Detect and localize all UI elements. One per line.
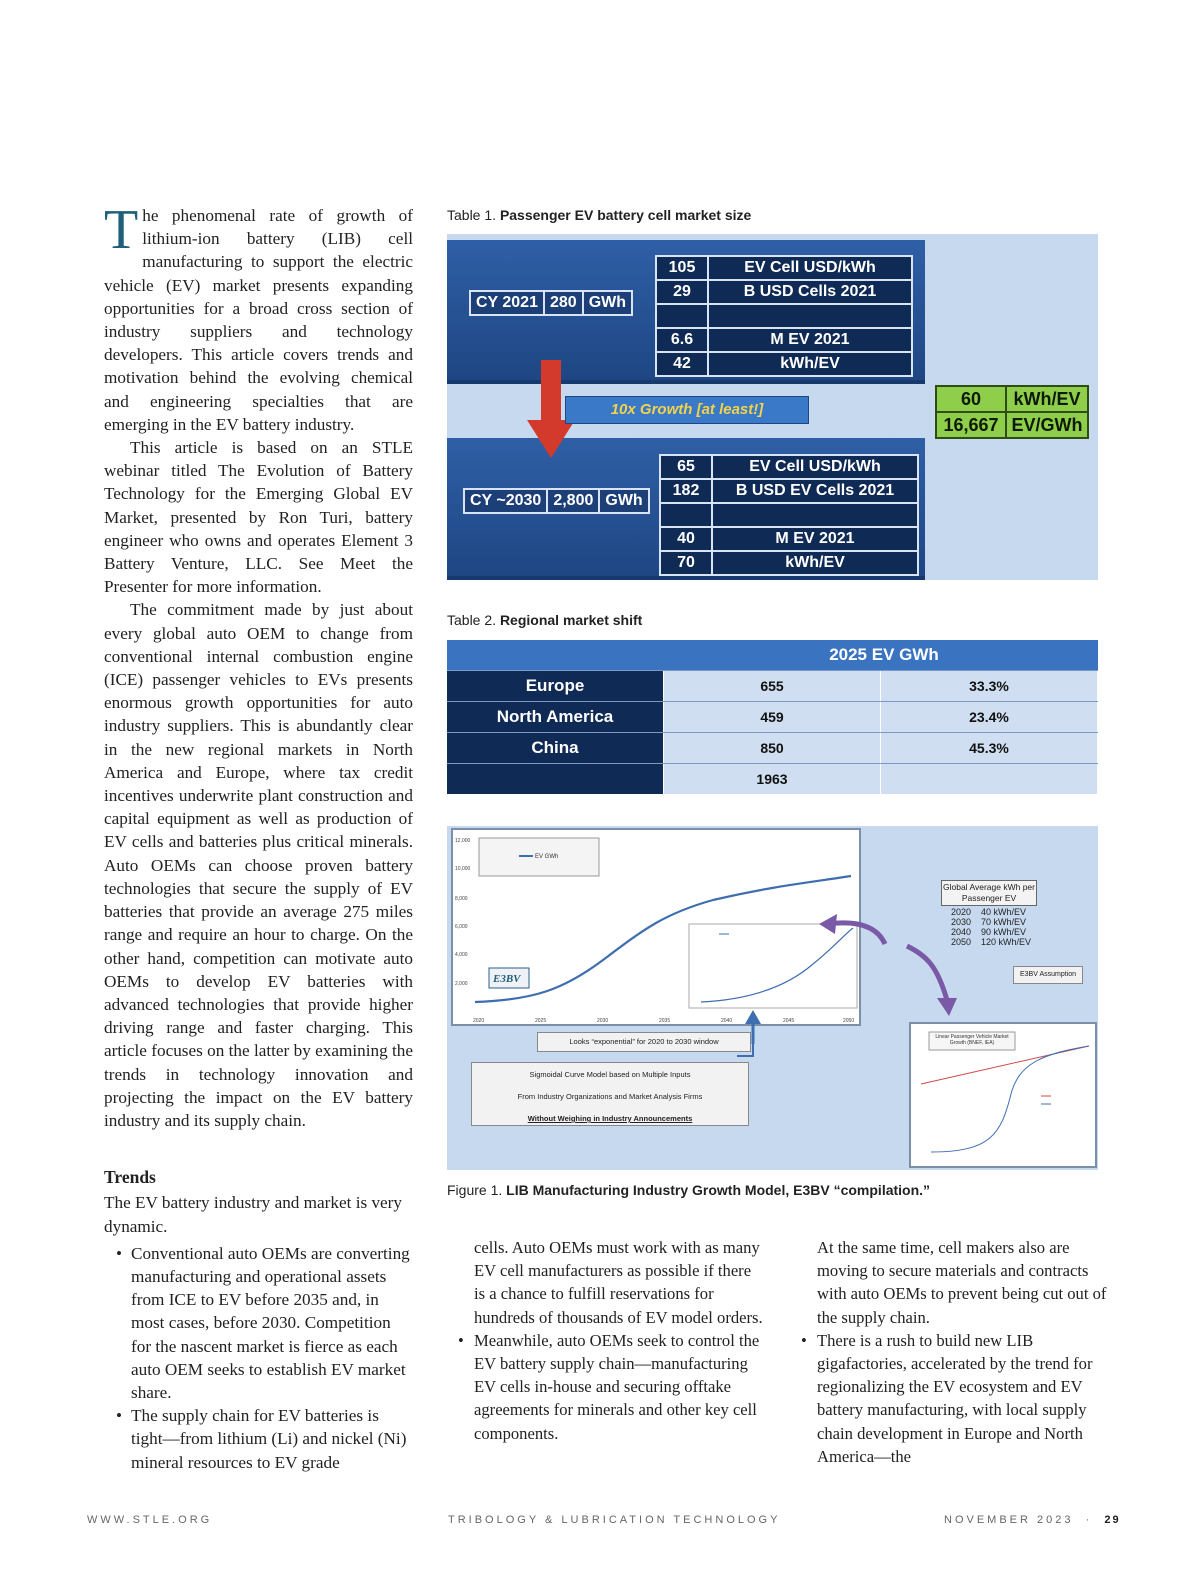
exponential-note: Looks “exponential” for 2020 to 2030 window — [537, 1032, 751, 1052]
drop-cap: T — [104, 199, 139, 261]
caption-prefix: Table 2. — [447, 612, 497, 628]
lower-column-3 — [817, 1236, 1107, 1468]
kwh-year: 2050 — [950, 937, 972, 947]
grid-num: 65 — [661, 456, 713, 478]
grid-num — [657, 305, 709, 327]
figure1-caption — [447, 1182, 930, 1198]
arrow-down-icon — [907, 946, 947, 1000]
bullet-item: • Conventional auto OEMs are converting manufacturing and operational assets from ICE to EV before 2035 and, in most cases, before 2030. Competition for the nascent market is fierce as each auto OEM seeks to establish EV market share. — [131, 1242, 413, 1404]
figure1-growth-model — [447, 826, 1098, 1170]
bullet-item: • There is a rush to build new LIB gigafactories, accelerated by the trend for regionalizing the EV ecosystem and EV battery manufacturing, with local supply chain development in Europe and North America—the — [817, 1329, 1107, 1468]
x-tick: 2050 — [843, 1018, 855, 1024]
gwh-cell: 459 — [663, 702, 880, 732]
kwh-row — [941, 927, 1037, 937]
left-column — [104, 199, 413, 1474]
assumption-label: E3BV Assumption — [1013, 966, 1083, 984]
table1-bottom-grid — [659, 454, 919, 576]
kwh-assumption-table — [941, 880, 1037, 947]
footer-separator: · — [1079, 1514, 1099, 1526]
bullet-item: • Meanwhile, auto OEMs seek to control the EV battery supply chain—manufacturing EV cells in-house and securing offtake agreements for minerals and other key cell components. — [474, 1329, 764, 1445]
table-row — [447, 670, 1098, 701]
green-value: 60 — [937, 387, 1007, 411]
region-name: North America — [447, 702, 663, 732]
y-tick: 6,000 — [455, 924, 468, 930]
continued-text: At the same time, cell makers also are moving to secure materials and contracts with auto OEMs to prevent being cut out of the supply chain. — [817, 1238, 1107, 1327]
cy-unit: GWh — [588, 294, 627, 311]
x-tick: 2040 — [721, 1018, 733, 1024]
grid-label: kWh/EV — [785, 554, 845, 571]
x-tick: 2035 — [659, 1018, 671, 1024]
grid-num: 40 — [661, 528, 713, 550]
kwh-year: 2030 — [950, 917, 972, 927]
kwh-value: 120 kWh/EV — [981, 937, 1032, 947]
paragraph-webinar: This article is based on an STLE webinar titled The Evolution of Battery Technology for the Emerging Global EV Market, presented by Ron Turi, battery engineer who owns and operates Element 3 Battery Venture, LLC. See Meet the Presenter for more information. — [104, 438, 413, 597]
growth-banner: 10x Growth [at least!] — [565, 396, 809, 424]
green-unit: kWh/EV — [1013, 389, 1081, 409]
continued-text: cells. Auto OEMs must work with as many EV cell manufacturers as possible if there is a chance to fulfill reservations for hundreds of thousands of EV model orders. — [474, 1238, 763, 1327]
sigmoid-note-line: From Industry Organizations and Market Analysis Firms — [517, 1092, 703, 1101]
kwh-per-ev-box — [935, 385, 1089, 439]
sigmoid-line — [931, 1046, 1089, 1152]
column2-bullets — [458, 1329, 764, 1445]
gwh-cell: 655 — [663, 671, 880, 701]
region-name: China — [447, 733, 663, 763]
kwh-row — [941, 917, 1037, 927]
grid-num — [661, 504, 713, 526]
grid-num: 6.6 — [657, 329, 709, 351]
cy-unit: GWh — [605, 492, 643, 509]
grid-label — [709, 305, 911, 327]
grid-label: B USD EV Cells 2021 — [735, 482, 895, 499]
y-tick: 12,000 — [455, 838, 471, 844]
table2-header — [447, 640, 1098, 670]
footer-date-page — [944, 1514, 1121, 1526]
table1-market-size — [447, 234, 1098, 580]
table-row-total — [447, 763, 1098, 794]
kwh-title: Global Average kWh per Passenger EV — [941, 880, 1037, 906]
table-row — [447, 701, 1098, 732]
table1-caption — [447, 207, 751, 223]
e3bv-logo — [489, 968, 529, 988]
y-tick: 4,000 — [455, 952, 468, 958]
page-number: 29 — [1104, 1514, 1121, 1526]
kwh-year: 2040 — [950, 927, 972, 937]
footer-publication: TRIBOLOGY & LUBRICATION TECHNOLOGY — [448, 1514, 781, 1526]
x-tick: 2045 — [783, 1018, 795, 1024]
column3-bullets — [801, 1329, 1107, 1468]
y-tick: 8,000 — [455, 896, 468, 902]
x-tick: 2020 — [473, 1018, 485, 1024]
intro-text: he phenomenal rate of growth of lithium-ion battery (LIB) cell manufacturing to support the electric vehicle (EV) market presents expanding opportunities for a broad cross section of industry suppliers and technology developers. This article covers trends and motivation behind the evolving chemical and engineering specialties that are emerging in the EV battery industry. — [104, 206, 413, 434]
gwh-cell: 850 — [663, 733, 880, 763]
pct-cell — [880, 764, 1097, 794]
pct-cell: 33.3% — [880, 671, 1097, 701]
table-row — [447, 732, 1098, 763]
kwh-value: 40 kWh/EV — [981, 907, 1027, 917]
grid-label: kWh/EV — [780, 355, 840, 372]
y-tick: 10,000 — [455, 866, 471, 872]
pct-cell: 45.3% — [880, 733, 1097, 763]
paragraph-commitment: The commitment made by just about every global auto OEM to change from conventional internal combustion engine (ICE) passenger vehicles to EVs presents enormous growth opportunities for auto industry suppliers. This is abundantly clear in the new regional markets in North America and Europe, where tax credit incentives underwrite plant construction and capital equipment as well as production of EV cells and batteries plus critical minerals. Auto OEMs can choose proven battery technologies that secure the supply of EV batteries that provide an average 275 miles range and require an hour to charge. On the other hand, competition can motivate auto OEMs to develop EV batteries with advanced technologies that provide higher driving range and faster charging. This article focuses on the latter by examining the trends in technology innovation and projecting the impact on the EV battery industry and its supply chain. — [104, 600, 413, 1130]
green-unit: EV/GWh — [1011, 415, 1083, 435]
grid-num: 105 — [657, 257, 709, 279]
legend-label: EV GWh — [535, 854, 559, 860]
pct-cell: 23.4% — [880, 702, 1097, 732]
grid-label: M EV 2021 — [775, 530, 855, 547]
grid-label: B USD Cells 2021 — [743, 283, 877, 300]
green-value: 16,667 — [937, 413, 1007, 437]
kwh-value: 70 kWh/EV — [981, 917, 1027, 927]
grid-num: 182 — [661, 480, 713, 502]
y-tick: 2,000 — [455, 981, 468, 987]
region-name: Europe — [447, 671, 663, 701]
caption-prefix: Figure 1. — [447, 1182, 503, 1198]
kwh-year: 2020 — [950, 907, 972, 917]
grid-num: 29 — [657, 281, 709, 303]
grid-label — [713, 504, 917, 526]
footer-website: WWW.STLE.ORG — [87, 1514, 213, 1526]
kwh-row — [941, 907, 1037, 917]
grid-label: EV Cell USD/kWh — [744, 259, 876, 276]
caption-title: Regional market shift — [499, 612, 643, 628]
x-tick: 2030 — [597, 1018, 609, 1024]
lower-column-2 — [474, 1236, 764, 1445]
gwh-cell: 1963 — [663, 764, 880, 794]
grid-label: EV Cell USD/kWh — [749, 458, 881, 475]
svg-text:E3BV: E3BV — [493, 973, 521, 985]
paragraph-intro — [104, 199, 413, 436]
trends-bullets — [104, 1242, 413, 1474]
sigmoid-note-line: Without Weighing in Industry Announcements — [527, 1114, 693, 1123]
grid-num: 42 — [657, 353, 709, 375]
caption-title: LIB Manufacturing Industry Growth Model, E3BV “compilation.” — [506, 1182, 931, 1198]
region-name — [447, 764, 663, 794]
cy-value: 2,800 — [548, 490, 600, 512]
cy-value: 280 — [545, 292, 584, 314]
table2-header-label: 2025 EV GWh — [829, 645, 939, 664]
x-tick: 2025 — [535, 1018, 547, 1024]
cy-label: CY ~2030 — [465, 490, 548, 512]
cy-label: CY 2021 — [471, 292, 545, 314]
footer-date: NOVEMBER 2023 — [944, 1514, 1074, 1526]
trends-intro: The EV battery industry and market is very dynamic. — [104, 1193, 402, 1236]
table1-top-grid — [655, 255, 913, 377]
kwh-row — [941, 937, 1037, 947]
cy2021-box — [469, 290, 633, 316]
table2-regional-shift — [447, 640, 1098, 794]
cy2030-box — [463, 488, 650, 514]
section-heading-trends: Trends — [104, 1167, 156, 1188]
linear-line — [921, 1046, 1089, 1084]
sigmoid-note — [471, 1062, 749, 1126]
kwh-value: 90 kWh/EV — [981, 927, 1027, 937]
bullet-item: • The supply chain for EV batteries is tight—from lithium (Li) and nickel (Ni) mineral resources to EV grade — [131, 1404, 413, 1474]
linear-title: Linear Passenger Vehicle Market Growth (BNEF, IEA) — [935, 1034, 1009, 1046]
table2-caption — [447, 612, 642, 628]
caption-title: Passenger EV battery cell market size — [499, 207, 752, 223]
grid-num: 70 — [661, 552, 713, 574]
linear-market-chart — [909, 1022, 1097, 1168]
sigmoid-note-line: Sigmoidal Curve Model based on Multiple Inputs — [529, 1070, 691, 1079]
grid-label: M EV 2021 — [770, 331, 850, 348]
caption-prefix: Table 1. — [447, 207, 497, 223]
